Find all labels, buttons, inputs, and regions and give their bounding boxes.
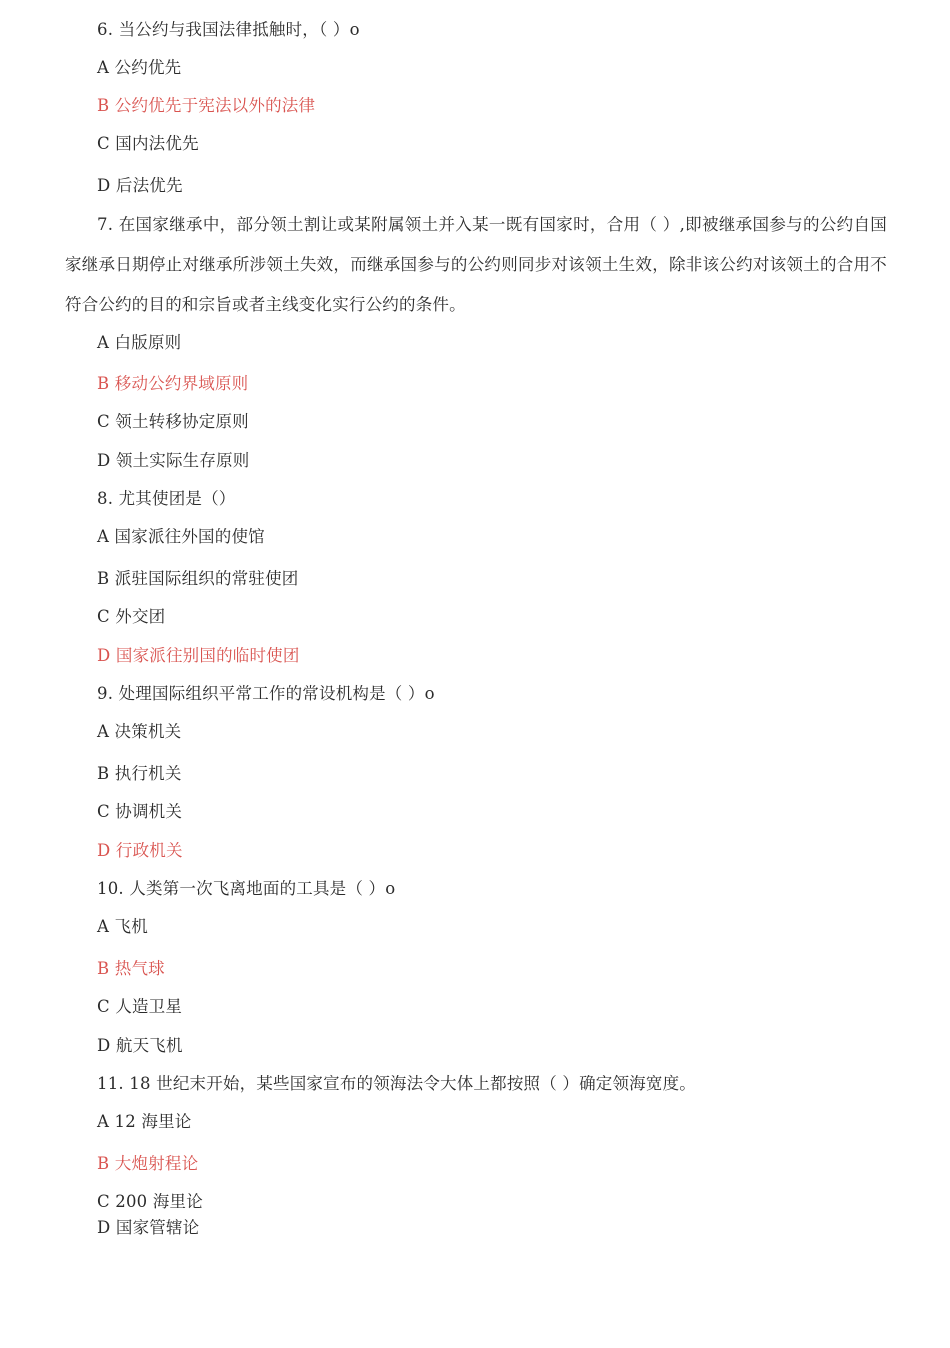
- question-8-option-d: D 国家派往别国的临时使团: [97, 646, 300, 665]
- question-7-stem: 7. 在国家继承中，部分领土割让或某附属领土并入某一既有国家时，合用（ ）,即被继承国参与的公约自国家继承日期停止对继承所涉领土失效，而继承国参与的公约则同步对该领土生效，除非该公约对该领土的合用不符合公约的目的和宗旨或者主线变化实行公约的条件。: [65, 215, 887, 314]
- question-10-stem: 10. 人类第一次飞离地面的工具是（ ）o: [97, 879, 396, 898]
- question-9-option-b: B 执行机关: [97, 764, 182, 783]
- question-6-stem: 6. 当公约与我国法律抵触时，（ ）o: [97, 20, 360, 39]
- question-6-option-b: B 公约优先于宪法以外的法律: [97, 96, 316, 115]
- question-8-option-c: C 外交团: [97, 607, 166, 626]
- question-11-option-c: C 200 海里论: [97, 1192, 203, 1211]
- question-11-option-b: B 大炮射程论: [97, 1154, 199, 1173]
- question-11-option-a: A 12 海里论: [97, 1112, 192, 1131]
- question-9-stem: 9. 处理国际组织平常工作的常设机构是（ ）o: [97, 684, 435, 703]
- question-6-option-c: C 国内法优先: [97, 134, 199, 153]
- question-11-option-d: D 国家管辖论: [97, 1218, 200, 1237]
- question-7-option-a: A 白版原则: [97, 333, 182, 352]
- question-8-option-b: B 派驻国际组织的常驻使团: [97, 569, 299, 588]
- question-10-option-b: B 热气球: [97, 959, 165, 978]
- question-9-option-c: C 协调机关: [97, 802, 183, 821]
- question-9-option-d: D 行政机关: [97, 841, 183, 860]
- question-8-stem: 8. 尤其使团是（）: [97, 489, 236, 508]
- question-7-option-d: D 领土实际生存原则: [97, 451, 250, 470]
- question-10-option-d: D 航天飞机: [97, 1036, 183, 1055]
- question-6-option-d: D 后法优先: [97, 176, 183, 195]
- question-7-option-b: B 移动公约界域原则: [97, 374, 249, 393]
- question-8-option-a: A 国家派往外国的使馆: [97, 527, 265, 546]
- question-10-option-c: C 人造卫星: [97, 997, 183, 1016]
- question-7-option-c: C 领土转移协定原则: [97, 412, 249, 431]
- question-11-stem: 11. 18 世纪末开始，某些国家宣布的领海法令大体上都按照（ ）确定领海宽度。: [97, 1074, 696, 1093]
- question-6-option-a: A 公约优先: [97, 58, 182, 77]
- question-9-option-a: A 决策机关: [97, 722, 182, 741]
- question-10-option-a: A 飞机: [97, 917, 148, 936]
